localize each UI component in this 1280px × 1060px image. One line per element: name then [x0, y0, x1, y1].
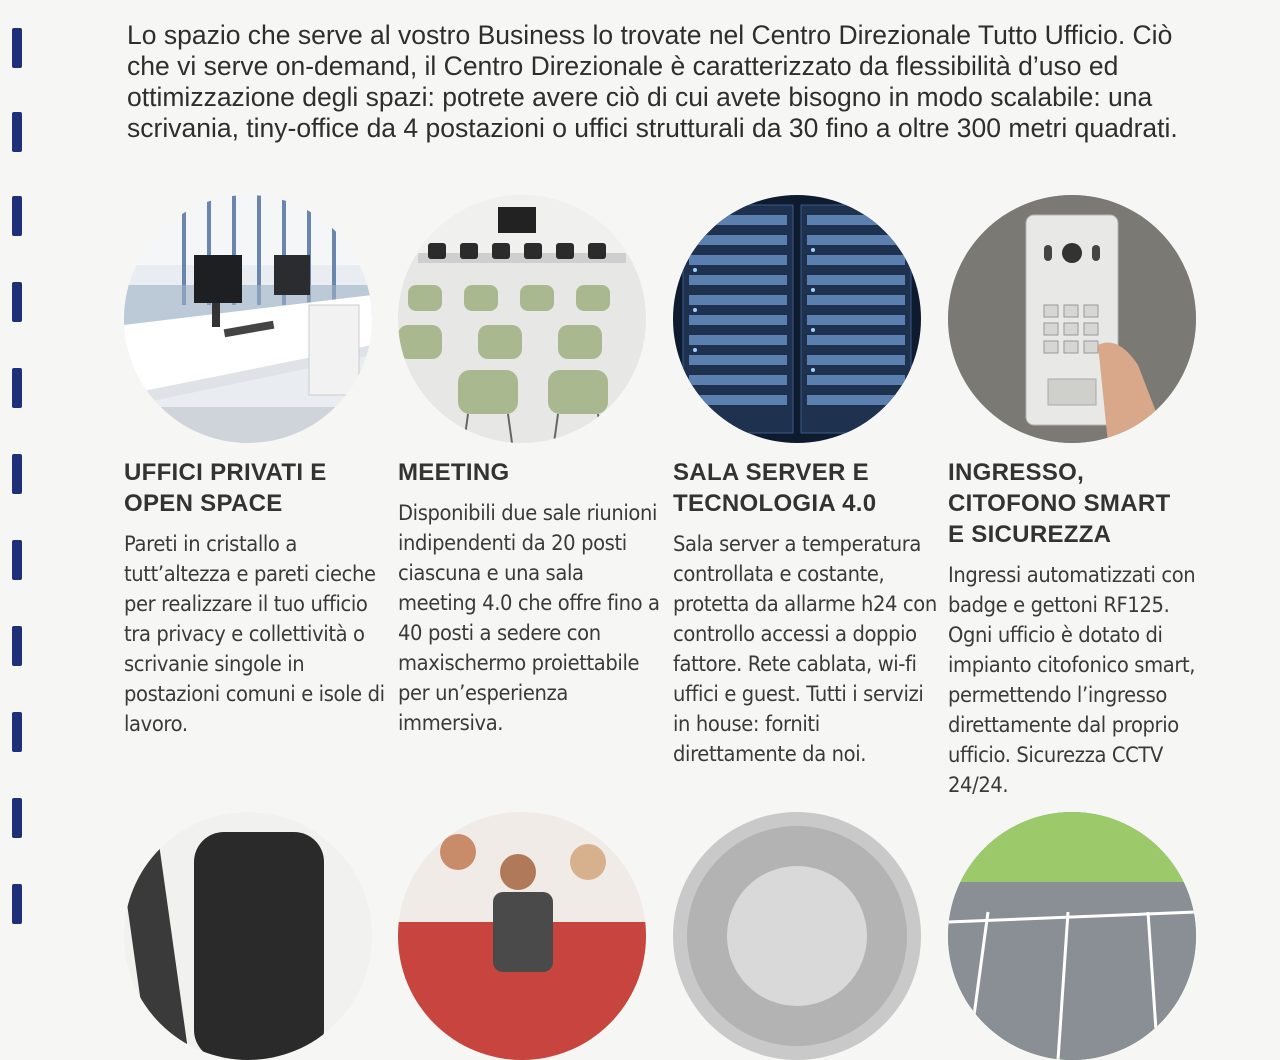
service-title [948, 457, 1218, 550]
service-description: Sala server a temperatura controllata e costante, protetta da allarme h24 con controllo accessi a doppio fattore. Rete cablata, wi-fi uffici e guest. Tutti i servizi in house: forniti direttamente da noi. [673, 532, 937, 766]
server-rack-image [673, 195, 921, 443]
binding-mark [12, 540, 22, 580]
binding-mark [12, 28, 22, 68]
title-line: SALA SERVER E [673, 459, 869, 486]
service-description: Ingressi automatizzati con badge e gettoni RF125. Ogni ufficio è dotato di impianto citofonico smart, permettendo l’ingresso direttamente dal proprio ufficio. Sicurezza CCTV 24/24. [948, 563, 1196, 797]
office-chair-image [124, 812, 372, 1060]
binding-mark [12, 112, 22, 152]
binding-mark [12, 884, 22, 924]
title-line: MEETING [398, 459, 510, 486]
meeting-room-image [398, 195, 646, 443]
service-title [398, 457, 668, 488]
smart-intercom-image [948, 195, 1196, 443]
title-line: INGRESSO, [948, 459, 1085, 486]
service-description: Pareti in cristallo a tutt’altezza e pareti cieche per realizzare il tuo ufficio tra privacy e collettività o scrivanie singole in postazioni comuni e isole di lavoro. [124, 532, 385, 736]
service-card-security [948, 195, 1218, 800]
service-card-meeting [398, 195, 668, 738]
office-desks-image [124, 195, 372, 443]
title-line: OPEN SPACE [124, 490, 283, 517]
binding-mark [12, 196, 22, 236]
title-line: E SICUREZZA [948, 521, 1112, 548]
binding-mark [12, 454, 22, 494]
binding-mark [12, 712, 22, 752]
binding-mark [12, 282, 22, 322]
service-card-server [673, 195, 943, 769]
intro-paragraph: Lo spazio che serve al vostro Business lo trovate nel Centro Direzionale Tutto Ufficio. Ciò che vi serve on-demand, il Centro Direzionale è caratterizzato da flessibilità d’uso ed ottimizzazione degli spazi: potrete avere ciò di cui avete bisogno in modo scalabile: una scrivania, tiny-office da 4 postazioni o uffici strutturali da 30 fino a oltre 300 metri quadrati. [127, 20, 1178, 143]
service-title [124, 457, 394, 519]
page-binding-marks [12, 20, 24, 960]
binding-mark [12, 798, 22, 838]
title-line: UFFICI PRIVATI E [124, 459, 327, 486]
coworking-people-image [398, 812, 646, 1060]
service-description: Disponibili due sale riunioni indipendenti da 20 posti ciascuna e una sala meeting 4.0 che offre fino a 40 posti a sedere con maxischermo proiettabile per un’esperienza immersiva. [398, 501, 660, 735]
binding-mark [12, 626, 22, 666]
service-title [673, 457, 943, 519]
parking-area-image [948, 812, 1196, 1060]
service-card-offices [124, 195, 394, 739]
title-line: CITOFONO SMART [948, 490, 1171, 517]
title-line: TECNOLOGIA 4.0 [673, 490, 877, 517]
wifi-network-image [673, 812, 921, 1060]
binding-mark [12, 368, 22, 408]
